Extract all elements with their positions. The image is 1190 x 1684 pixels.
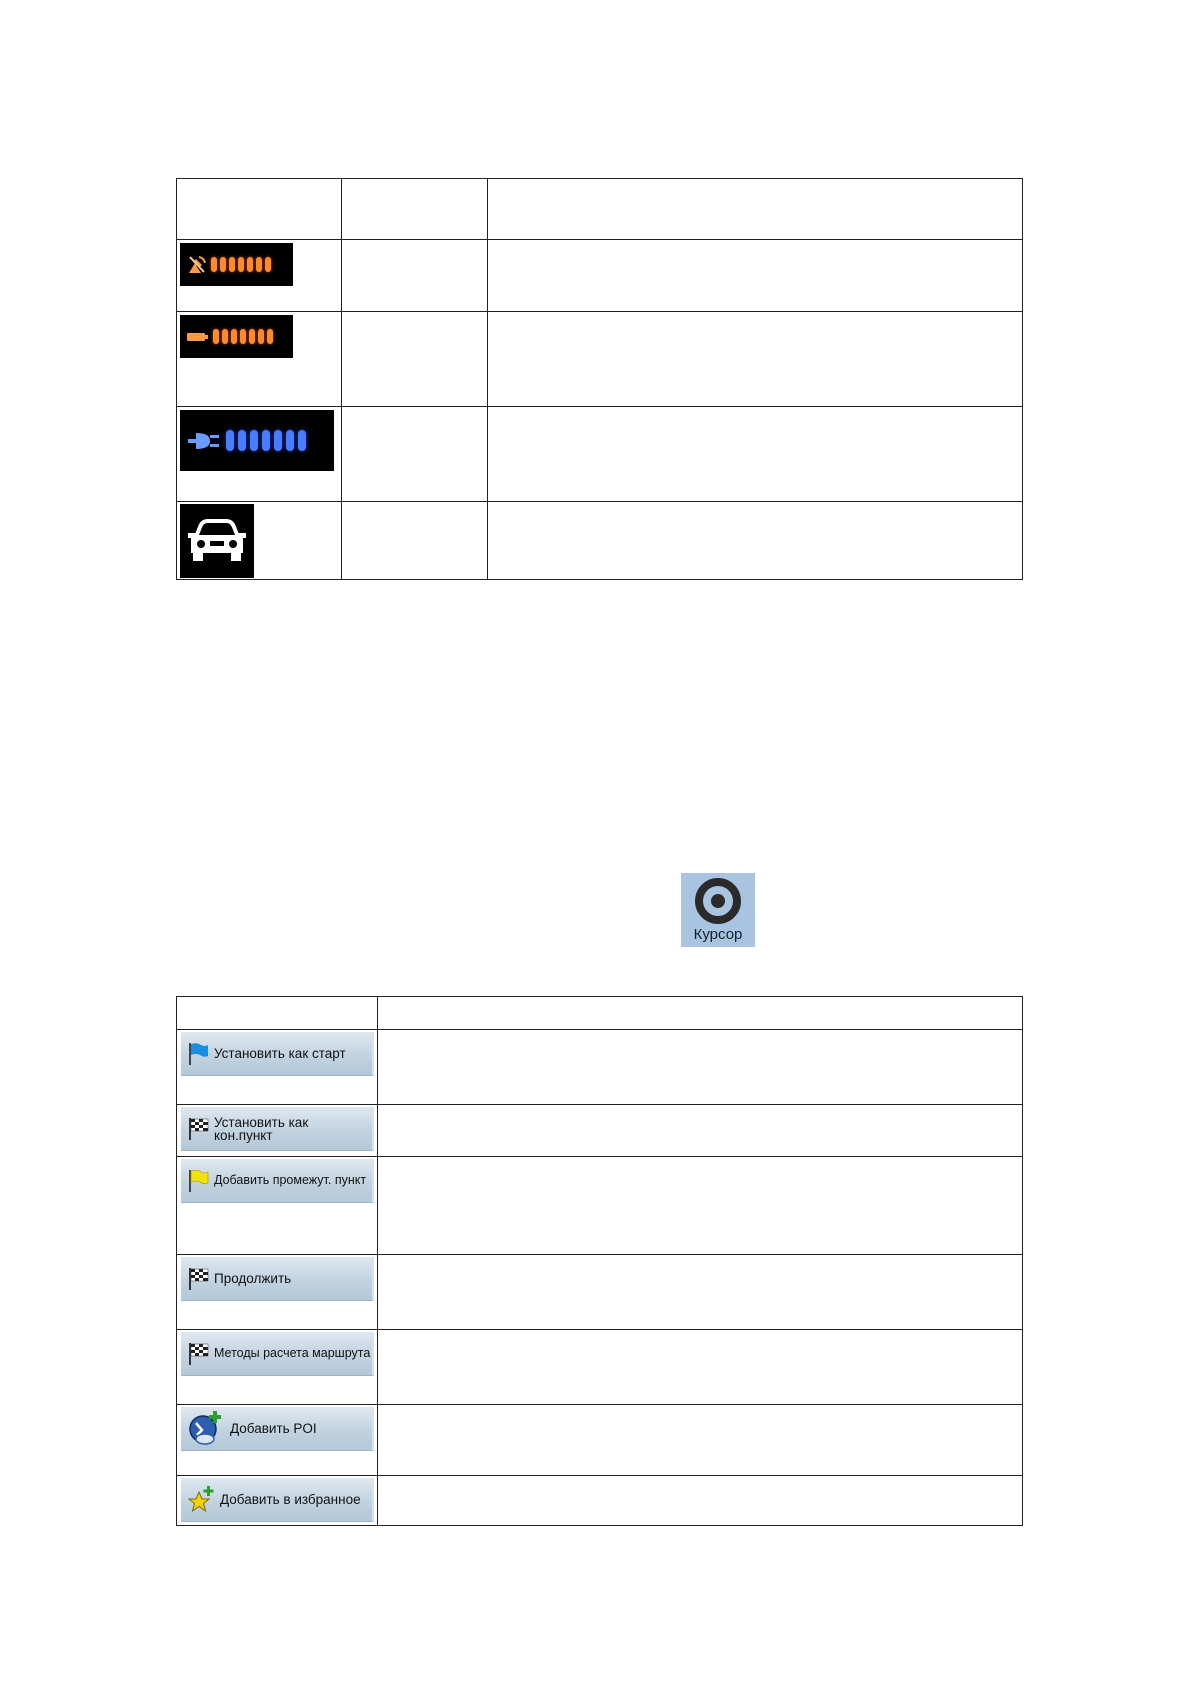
table-header-cell	[177, 997, 378, 1030]
table-cell	[378, 1476, 1023, 1526]
table-cell	[177, 1405, 378, 1476]
table-cell	[378, 1105, 1023, 1157]
power-segment	[286, 430, 294, 451]
table-header-cell	[488, 179, 1023, 240]
button-label: Добавить POI	[230, 1421, 317, 1436]
table-cell	[177, 1476, 378, 1526]
signal-segment	[220, 257, 226, 272]
gps-signal-icon	[186, 254, 208, 276]
power-segment	[298, 430, 306, 451]
add-waypoint-button[interactable]	[181, 1159, 374, 1203]
table-cell	[177, 1157, 378, 1255]
battery-segment	[231, 329, 237, 344]
table-cell	[177, 407, 342, 502]
table-cell	[177, 1105, 378, 1157]
table-cell	[488, 312, 1023, 407]
power-segment	[250, 430, 258, 451]
table-cell	[378, 1255, 1023, 1330]
status-icons-table	[176, 178, 1023, 580]
table-cell	[378, 1030, 1023, 1105]
continue-button[interactable]	[181, 1257, 374, 1301]
signal-segment	[238, 257, 244, 272]
table-row	[177, 1330, 1023, 1405]
checkered-flag-icon	[187, 1117, 209, 1141]
table-row	[177, 1476, 1023, 1526]
cursor-button[interactable]	[681, 873, 755, 947]
table-cell	[488, 407, 1023, 502]
car-indicator	[180, 504, 254, 578]
route-methods-button[interactable]	[181, 1332, 374, 1376]
yellow-flag-icon	[187, 1169, 209, 1193]
signal-segment	[211, 257, 217, 272]
table-cell	[177, 1330, 378, 1405]
button-label: Установить как кон.пункт	[214, 1114, 309, 1143]
power-plug-icon	[188, 429, 222, 453]
table-cell	[177, 240, 342, 312]
table-header-cell	[378, 997, 1023, 1030]
table-cell	[177, 1255, 378, 1330]
table-cell	[342, 407, 488, 502]
button-label: Установить как старт	[214, 1046, 346, 1061]
table-row	[177, 1405, 1023, 1476]
table-row	[177, 1255, 1023, 1330]
table-cell	[342, 312, 488, 407]
table-cell	[342, 240, 488, 312]
battery-icon	[186, 330, 210, 344]
signal-segment	[256, 257, 262, 272]
button-label: Методы расчета маршрута	[214, 1346, 371, 1360]
button-label: Продолжить	[214, 1271, 292, 1286]
table-cell	[378, 1405, 1023, 1476]
signal-segment	[265, 257, 271, 272]
battery-segment	[213, 329, 219, 344]
table-row	[177, 1105, 1023, 1157]
signal-segment	[229, 257, 235, 272]
checkered-flag-icon	[187, 1267, 209, 1291]
battery-segment	[267, 329, 273, 344]
cursor-menu-table	[176, 996, 1023, 1526]
table-header-cell	[177, 179, 342, 240]
table-header-row	[177, 179, 1023, 240]
gps-signal-indicator	[180, 243, 293, 286]
power-segment	[262, 430, 270, 451]
table-row	[177, 407, 1023, 502]
battery-indicator	[180, 315, 293, 358]
table-cell	[177, 312, 342, 407]
button-label: Добавить в избранное	[220, 1492, 361, 1507]
table-header-row	[177, 997, 1023, 1030]
table-cell	[342, 502, 488, 580]
battery-segment	[240, 329, 246, 344]
power-segment	[226, 430, 234, 451]
table-cell	[177, 502, 342, 580]
table-cell	[488, 502, 1023, 580]
add-poi-icon	[187, 1409, 225, 1449]
set-as-start-button[interactable]	[181, 1032, 374, 1076]
add-poi-button[interactable]	[181, 1407, 374, 1451]
add-to-favorites-button[interactable]	[181, 1478, 374, 1522]
set-as-destination-button[interactable]	[181, 1107, 374, 1151]
table-row	[177, 240, 1023, 312]
table-cell	[488, 240, 1023, 312]
battery-segment	[222, 329, 228, 344]
checkered-flag-icon	[187, 1342, 209, 1366]
power-segment	[274, 430, 282, 451]
button-label: Добавить промежут. пункт	[214, 1173, 367, 1187]
table-cell	[378, 1157, 1023, 1255]
battery-segment	[258, 329, 264, 344]
table-row	[177, 502, 1023, 580]
table-row	[177, 312, 1023, 407]
car-icon	[188, 517, 246, 565]
blue-flag-icon	[187, 1042, 209, 1066]
table-header-cell	[342, 179, 488, 240]
target-icon	[681, 873, 755, 933]
table-cell	[378, 1330, 1023, 1405]
power-indicator	[180, 410, 334, 471]
table-row	[177, 1157, 1023, 1255]
signal-segment	[247, 257, 253, 272]
power-segment	[238, 430, 246, 451]
cursor-label: Курсор	[693, 926, 743, 943]
battery-segment	[249, 329, 255, 344]
table-row	[177, 1030, 1023, 1105]
table-cell	[177, 1030, 378, 1105]
add-favorite-star-icon	[187, 1485, 215, 1515]
